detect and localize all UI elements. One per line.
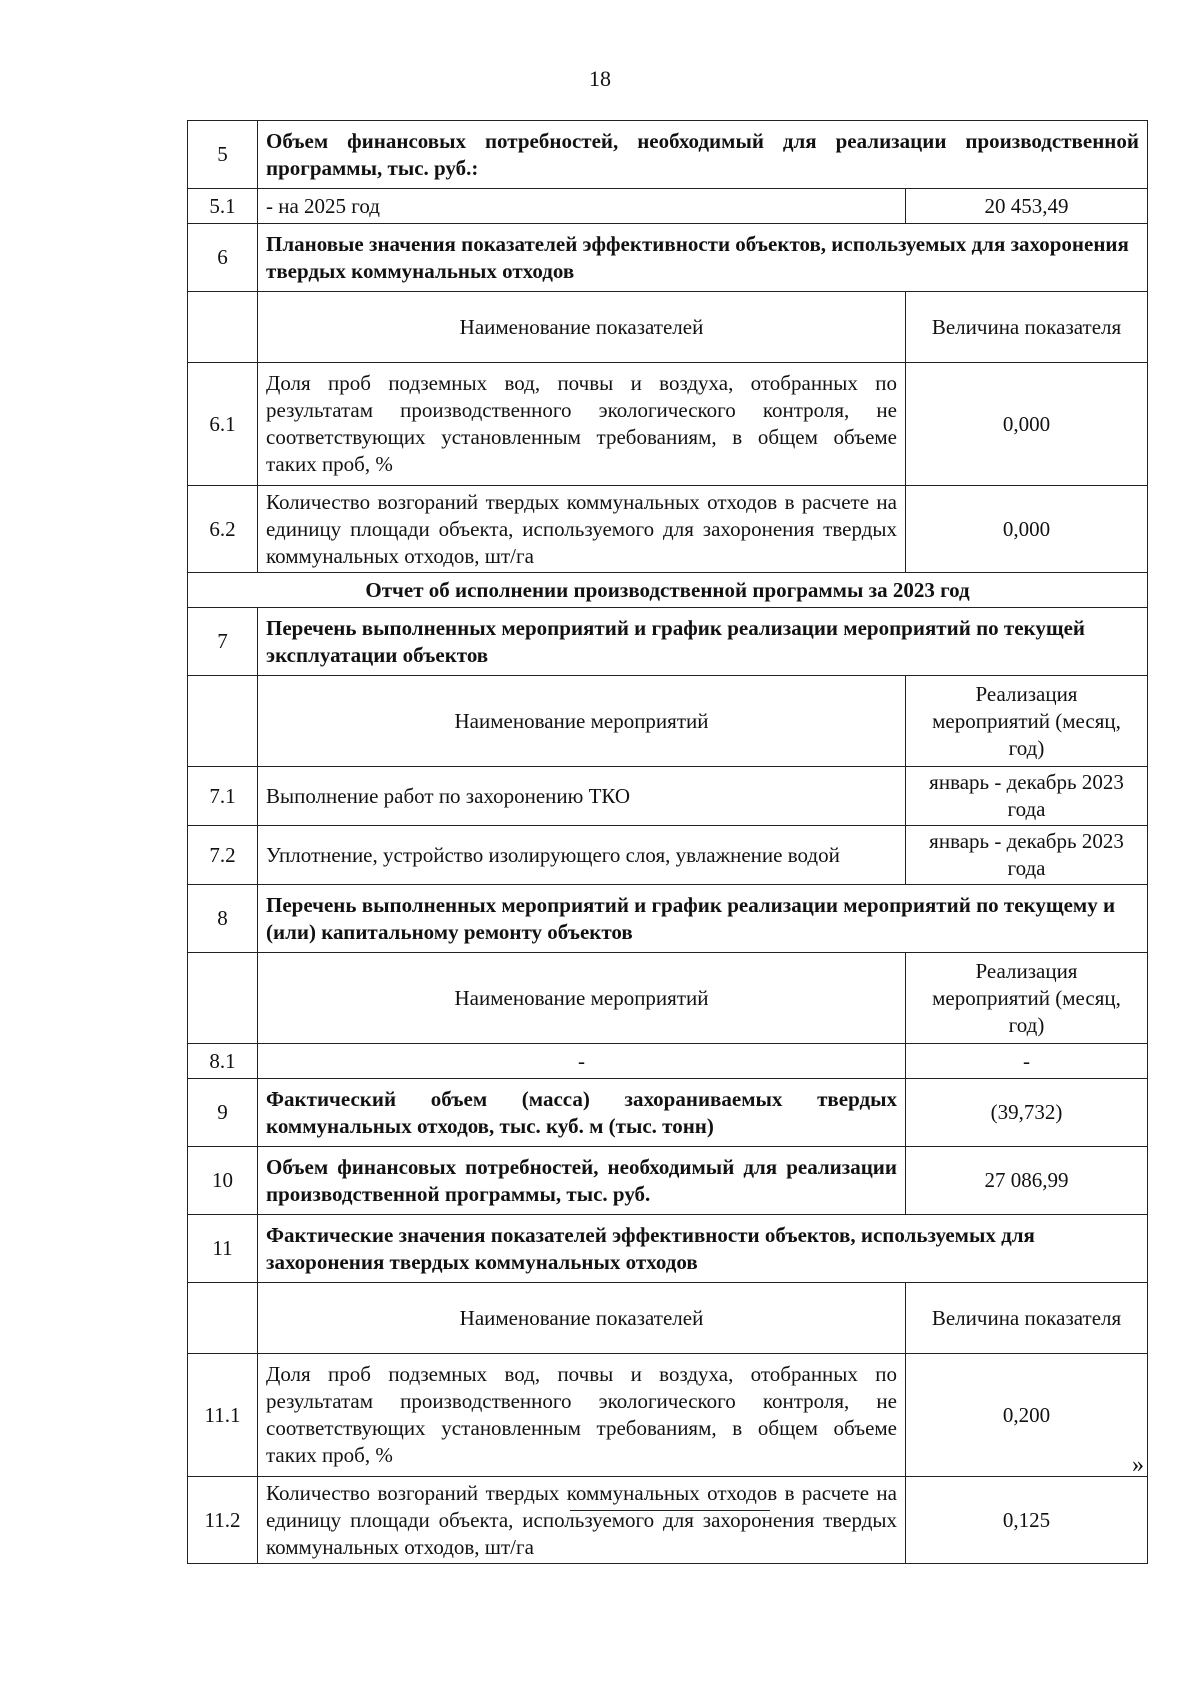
row-number: 6.2 — [188, 486, 258, 573]
table-row — [188, 189, 1148, 224]
row-value: 0,200 — [906, 1354, 1148, 1477]
row-number: 11.1 — [188, 1354, 258, 1477]
table-row — [188, 224, 1148, 292]
row-number: 5.1 — [188, 189, 258, 224]
table-row — [188, 1044, 1148, 1079]
row-number: 6.1 — [188, 363, 258, 486]
section-title: Фактические значения показателей эффективности объектов, используемых для захоронения твердых коммунальных отходов — [258, 1215, 1148, 1283]
row-number: 5 — [188, 121, 258, 189]
row-value: 20 453,49 — [906, 189, 1148, 224]
table-header-row — [188, 676, 1148, 767]
table-row — [188, 608, 1148, 676]
row-number: 10 — [188, 1147, 258, 1215]
row-number: 8 — [188, 885, 258, 953]
table-row — [188, 826, 1148, 885]
row-text: - — [258, 1044, 906, 1079]
table-row — [188, 1147, 1148, 1215]
table-row — [188, 885, 1148, 953]
row-number: 9 — [188, 1079, 258, 1147]
row-text: Выполнение работ по захоронению ТКО — [258, 767, 906, 826]
row-value: 0,125 — [906, 1477, 1148, 1564]
table-row — [188, 1079, 1148, 1147]
row-number: 7.1 — [188, 767, 258, 826]
table-row — [188, 121, 1148, 189]
table-header-row — [188, 953, 1148, 1044]
row-text: Объем финансовых потребностей, необходимый для реализации производственной программы, тыс. руб. — [258, 1147, 906, 1215]
section-title: Перечень выполненных мероприятий и график реализации мероприятий по текущему и (или) капитальному ремонту объектов — [258, 885, 1148, 953]
empty-cell — [188, 1283, 258, 1354]
production-program-table — [187, 120, 1148, 1564]
table-row — [188, 1477, 1148, 1564]
row-value: - — [906, 1044, 1148, 1079]
row-value: 0,000 — [906, 486, 1148, 573]
table-header-row — [188, 1283, 1148, 1354]
column-header-name: Наименование мероприятий — [258, 953, 906, 1044]
table-row — [188, 1215, 1148, 1283]
column-header-value: Реализация мероприятий (месяц, год) — [906, 953, 1148, 1044]
row-number: 11.2 — [188, 1477, 258, 1564]
row-value: январь - декабрь 2023 года — [906, 826, 1148, 885]
row-text: - на 2025 год — [258, 189, 906, 224]
table-row — [188, 573, 1148, 608]
column-header-name: Наименование показателей — [258, 1283, 906, 1354]
row-number: 7 — [188, 608, 258, 676]
section-title: Перечень выполненных мероприятий и график реализации мероприятий по текущей эксплуатации объектов — [258, 608, 1148, 676]
row-number: 7.2 — [188, 826, 258, 885]
footer-divider — [570, 1510, 770, 1511]
section-title: Плановые значения показателей эффективности объектов, используемых для захоронения твердых коммунальных отходов — [258, 224, 1148, 292]
row-value: январь - декабрь 2023 года — [906, 767, 1148, 826]
closing-quote: » — [1132, 1452, 1144, 1478]
section-title: Объем финансовых потребностей, необходимый для реализации производственной программы, тыс. руб.: — [258, 121, 1148, 189]
column-header-value: Реализация мероприятий (месяц, год) — [906, 676, 1148, 767]
row-value: (39,732) — [906, 1079, 1148, 1147]
row-text: Фактический объем (масса) захораниваемых твердых коммунальных отходов, тыс. куб. м (тыс. тонн) — [258, 1079, 906, 1147]
row-text: Уплотнение, устройство изолирующего слоя, увлажнение водой — [258, 826, 906, 885]
page-number: 18 — [589, 66, 611, 91]
column-header-value: Величина показателя — [906, 292, 1148, 363]
table-row — [188, 363, 1148, 486]
row-text: Доля проб подземных вод, почвы и воздуха, отобранных по результатам производственного экологического контроля, не соответствующих установленным требованиям, в общем объеме таких проб, % — [258, 363, 906, 486]
row-text: Количество возгораний твердых коммунальных отходов в расчете на единицу площади объекта, используемого для захоронения твердых коммунальных отходов, шт/га — [258, 1477, 906, 1564]
column-header-name: Наименование мероприятий — [258, 676, 906, 767]
row-number: 11 — [188, 1215, 258, 1283]
row-value: 0,000 — [906, 363, 1148, 486]
table-row — [188, 486, 1148, 573]
table-row — [188, 1354, 1148, 1477]
column-header-name: Наименование показателей — [258, 292, 906, 363]
row-text: Доля проб подземных вод, почвы и воздуха, отобранных по результатам производственного экологического контроля, не соответствующих установленным требованиям, в общем объеме таких проб, % — [258, 1354, 906, 1477]
row-number: 6 — [188, 224, 258, 292]
column-header-value: Величина показателя — [906, 1283, 1148, 1354]
empty-cell — [188, 953, 258, 1044]
empty-cell — [188, 292, 258, 363]
table-row — [188, 767, 1148, 826]
empty-cell — [188, 676, 258, 767]
table-header-row — [188, 292, 1148, 363]
row-value: 27 086,99 — [906, 1147, 1148, 1215]
report-title: Отчет об исполнении производственной программы за 2023 год — [188, 573, 1148, 608]
row-number: 8.1 — [188, 1044, 258, 1079]
row-text: Количество возгораний твердых коммунальных отходов в расчете на единицу площади объекта, используемого для захоронения твердых коммунальных отходов, шт/га — [258, 486, 906, 573]
